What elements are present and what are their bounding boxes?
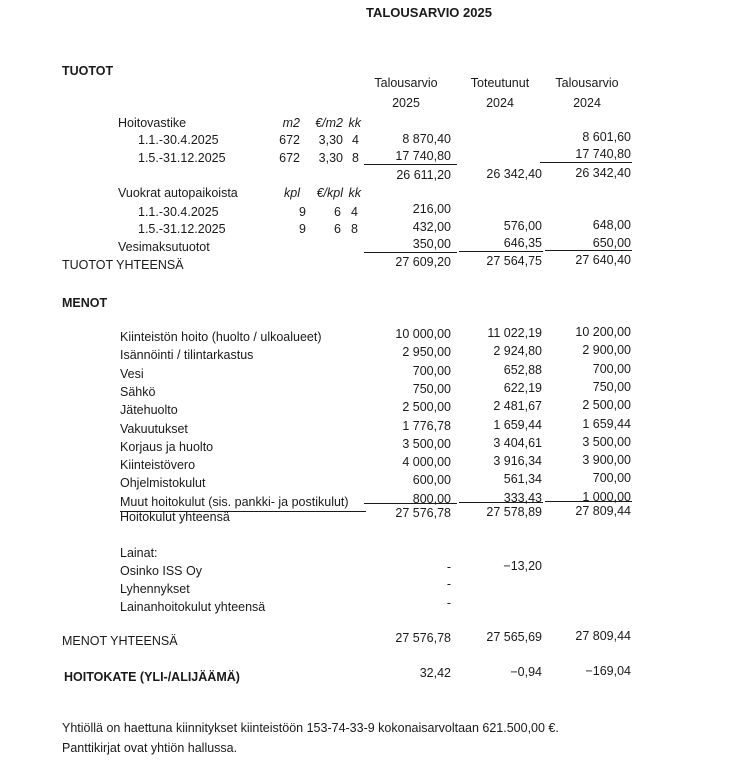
menot-total-value-3: 27 809,44 <box>575 629 631 643</box>
autopaikat-row-1-kk: 4 <box>351 205 358 219</box>
underline-menot-col1 <box>364 503 457 504</box>
hoitovastike-col-m2: m2 <box>282 116 300 130</box>
hoitovastike-row-1-label: 1.1.-30.4.2025 <box>138 133 219 147</box>
hoitovastike-col-kk: kk <box>348 116 361 130</box>
menot-row-value-1: 10 000,00 <box>395 327 451 341</box>
col-header-2-line1: Toteutunut <box>470 76 530 90</box>
lainat-row-1-value-1: - <box>446 560 451 574</box>
menot-row-value-3: 10 200,00 <box>575 325 631 339</box>
underline-hoitovastike-col1 <box>364 164 457 165</box>
section-heading-tuotot: TUOTOT <box>62 64 114 78</box>
autopaikat-col-eur-kpl: €/kpl <box>316 186 343 200</box>
menot-row-value-3: 750,00 <box>592 379 631 394</box>
hoitovastike-row-1-value-1: 8 870,40 <box>402 132 451 146</box>
menot-row-value-2: 2 924,80 <box>493 344 542 359</box>
hoitovastike-row-2-rate: 3,30 <box>318 151 343 165</box>
lainat-row-3-label: Lainanhoitokulut yhteensä <box>120 600 266 614</box>
col-header-3-line1: Talousarvio <box>555 76 619 90</box>
hoitokate-value-2: −0,94 <box>510 665 542 679</box>
tuotot-total-value-1: 27 609,20 <box>395 255 451 269</box>
menot-row-value-1: 700,00 <box>412 363 451 378</box>
col-header-1-line1: Talousarvio <box>374 76 438 90</box>
menot-total-label: MENOT YHTEENSÄ <box>62 634 178 648</box>
lainat-row-1-label: Osinko ISS Oy <box>120 564 202 578</box>
menot-row-value-3: 700,00 <box>592 361 631 376</box>
tuotot-total-label: TUOTOT YHTEENSÄ <box>62 258 184 272</box>
menot-row-value-1: 2 500,00 <box>402 400 451 415</box>
hoitovastike-row-2-kk: 8 <box>352 151 359 165</box>
hoitovastike-label: Hoitovastike <box>118 116 187 130</box>
underline-tuotot-col3 <box>545 250 632 251</box>
menot-row-label: Vakuutukset <box>120 421 188 436</box>
underline-hoitovastike-col3 <box>540 162 632 163</box>
menot-row-value-2: 1 659,44 <box>493 417 542 432</box>
col-header-1-line2: 2025 <box>392 96 420 110</box>
lainat-row-2-value-1: - <box>446 577 451 591</box>
menot-row-value-1: 4 000,00 <box>402 455 451 470</box>
hoitovastike-row-1-value-3: 8 601,60 <box>582 130 631 144</box>
menot-row-value-2: 3 916,34 <box>493 454 542 469</box>
footer-note-line-2: Panttikirjat ovat yhtiön hallussa. <box>62 741 238 755</box>
menot-row-label: Ohjelmistokulut <box>120 476 206 491</box>
menot-row-value-3: 1 000,00 <box>582 489 631 504</box>
hoitovastike-row-1-m2: 672 <box>279 133 300 147</box>
autopaikat-col-kk: kk <box>348 186 361 200</box>
menot-total-value-2: 27 565,69 <box>486 630 542 644</box>
section-heading-menot: MENOT <box>62 296 108 310</box>
menot-row-value-1: 800,00 <box>412 491 451 506</box>
hoitokulut-subtotal-label: Hoitokulut yhteensä <box>120 510 230 524</box>
hoitovastike-col-eur-m2: €/m2 <box>315 116 343 130</box>
menot-row-value-2: 622,19 <box>503 380 542 395</box>
menot-row-label: Kiinteistövero <box>120 458 196 473</box>
menot-row-value-2: 652,88 <box>503 362 542 377</box>
menot-row-value-3: 700,00 <box>592 471 631 486</box>
menot-row-label: Muut hoitokulut (sis. pankki- ja postikulut) <box>120 494 349 509</box>
hoitovastike-row-2-value-1: 17 740,80 <box>395 149 451 163</box>
tuotot-total-value-2: 27 564,75 <box>486 254 542 268</box>
menot-row-value-2: 2 481,67 <box>493 399 542 414</box>
menot-row-value-1: 600,00 <box>412 473 451 488</box>
hoitokate-label: HOITOKATE (YLI-/ALIJÄÄMÄ) <box>64 670 240 684</box>
underline-menot-col2 <box>459 502 543 503</box>
autopaikat-row-2-kpl: 9 <box>299 222 306 236</box>
hoitovastike-row-2-m2: 672 <box>279 151 300 165</box>
menot-row-value-3: 3 500,00 <box>582 434 631 449</box>
underline-menot-col3 <box>545 501 632 502</box>
footer-note-line-1: Yhtiöllä on haettuna kiinnitykset kiinteistöön 153-74-33-9 kokonaisarvoltaan 621.500,00 €. <box>62 721 559 735</box>
menot-row-value-2: 3 404,61 <box>493 435 542 450</box>
hoitovastike-row-2-value-3: 17 740,80 <box>575 147 631 161</box>
autopaikat-row-2-rate: 6 <box>334 222 341 236</box>
lainat-row-3-value-1: - <box>446 596 451 610</box>
menot-row-label: Vesi <box>120 366 144 381</box>
autopaikat-row-1-kpl: 9 <box>299 205 306 219</box>
autopaikat-row-2-value-2: 576,00 <box>503 219 542 233</box>
col-header-2-line2: 2024 <box>486 96 514 110</box>
vesimaksutuotot-value-2: 646,35 <box>503 236 542 250</box>
menot-row-label: Jätehuolto <box>120 403 178 418</box>
autopaikat-label: Vuokrat autopaikoista <box>118 186 238 200</box>
menot-row-value-1: 1 776,78 <box>402 418 451 433</box>
menot-row-label: Sähkö <box>120 384 156 399</box>
hoitokate-value-3: −169,04 <box>585 664 631 678</box>
menot-row-value-3: 3 900,00 <box>582 453 631 468</box>
hoitokulut-subtotal-value-1: 27 576,78 <box>395 506 451 520</box>
menot-row-value-1: 2 950,00 <box>402 345 451 360</box>
menot-row-label: Isännöinti / tilintarkastus <box>120 348 254 363</box>
vesimaksutuotot-label: Vesimaksutuotot <box>118 240 210 254</box>
menot-row-value-1: 3 500,00 <box>402 436 451 451</box>
lainat-row-2-label: Lyhennykset <box>120 582 190 596</box>
menot-row-label: Korjaus ja huolto <box>120 439 214 454</box>
menot-row-value-1: 750,00 <box>412 381 451 396</box>
autopaikat-row-1-label: 1.1.-30.4.2025 <box>138 205 219 219</box>
hoitokulut-subtotal-value-3: 27 809,44 <box>575 504 631 518</box>
col-header-3-line2: 2024 <box>573 96 601 110</box>
hoitovastike-subtotal-value-3: 26 342,40 <box>575 166 631 180</box>
menot-total-value-1: 27 576,78 <box>395 631 451 645</box>
lainat-label: Lainat: <box>120 546 158 560</box>
hoitokulut-subtotal-value-2: 27 578,89 <box>486 505 542 519</box>
hoitokate-value-1: 32,42 <box>419 666 451 680</box>
vesimaksutuotot-value-3: 650,00 <box>592 236 631 250</box>
autopaikat-row-1-value-1: 216,00 <box>412 202 451 216</box>
menot-row-value-3: 2 500,00 <box>582 398 631 413</box>
menot-row-label: Kiinteistön hoito (huolto / ulkoalueet) <box>120 330 322 344</box>
autopaikat-row-2-kk: 8 <box>351 222 358 236</box>
underline-tuotot-col1 <box>364 252 457 253</box>
autopaikat-row-2-value-3: 648,00 <box>592 218 631 232</box>
vesimaksutuotot-value-1: 350,00 <box>412 237 451 251</box>
hoitovastike-row-1-kk: 4 <box>352 133 359 147</box>
tuotot-total-value-3: 27 640,40 <box>575 253 631 267</box>
menot-row-value-3: 1 659,44 <box>582 416 631 431</box>
hoitovastike-subtotal-value-1: 26 611,20 <box>396 168 451 182</box>
hoitovastike-row-2-label: 1.5.-31.12.2025 <box>138 151 226 165</box>
autopaikat-col-kpl: kpl <box>284 186 300 200</box>
page-title: TALOUSARVIO 2025 <box>366 5 492 20</box>
underline-tuotot-col2 <box>459 251 543 252</box>
autopaikat-row-1-rate: 6 <box>334 205 341 219</box>
lainat-row-1-value-2: −13,20 <box>503 559 542 573</box>
hoitovastike-row-1-rate: 3,30 <box>318 133 343 147</box>
menot-row-value-2: 11 022,19 <box>487 326 542 340</box>
autopaikat-row-2-value-1: 432,00 <box>412 220 451 234</box>
menot-row-value-2: 333,43 <box>503 490 542 505</box>
menot-row-value-3: 2 900,00 <box>582 343 631 358</box>
menot-row-value-2: 561,34 <box>503 472 542 487</box>
hoitovastike-subtotal-value-2: 26 342,40 <box>486 167 542 181</box>
autopaikat-row-2-label: 1.5.-31.12.2025 <box>138 222 226 236</box>
